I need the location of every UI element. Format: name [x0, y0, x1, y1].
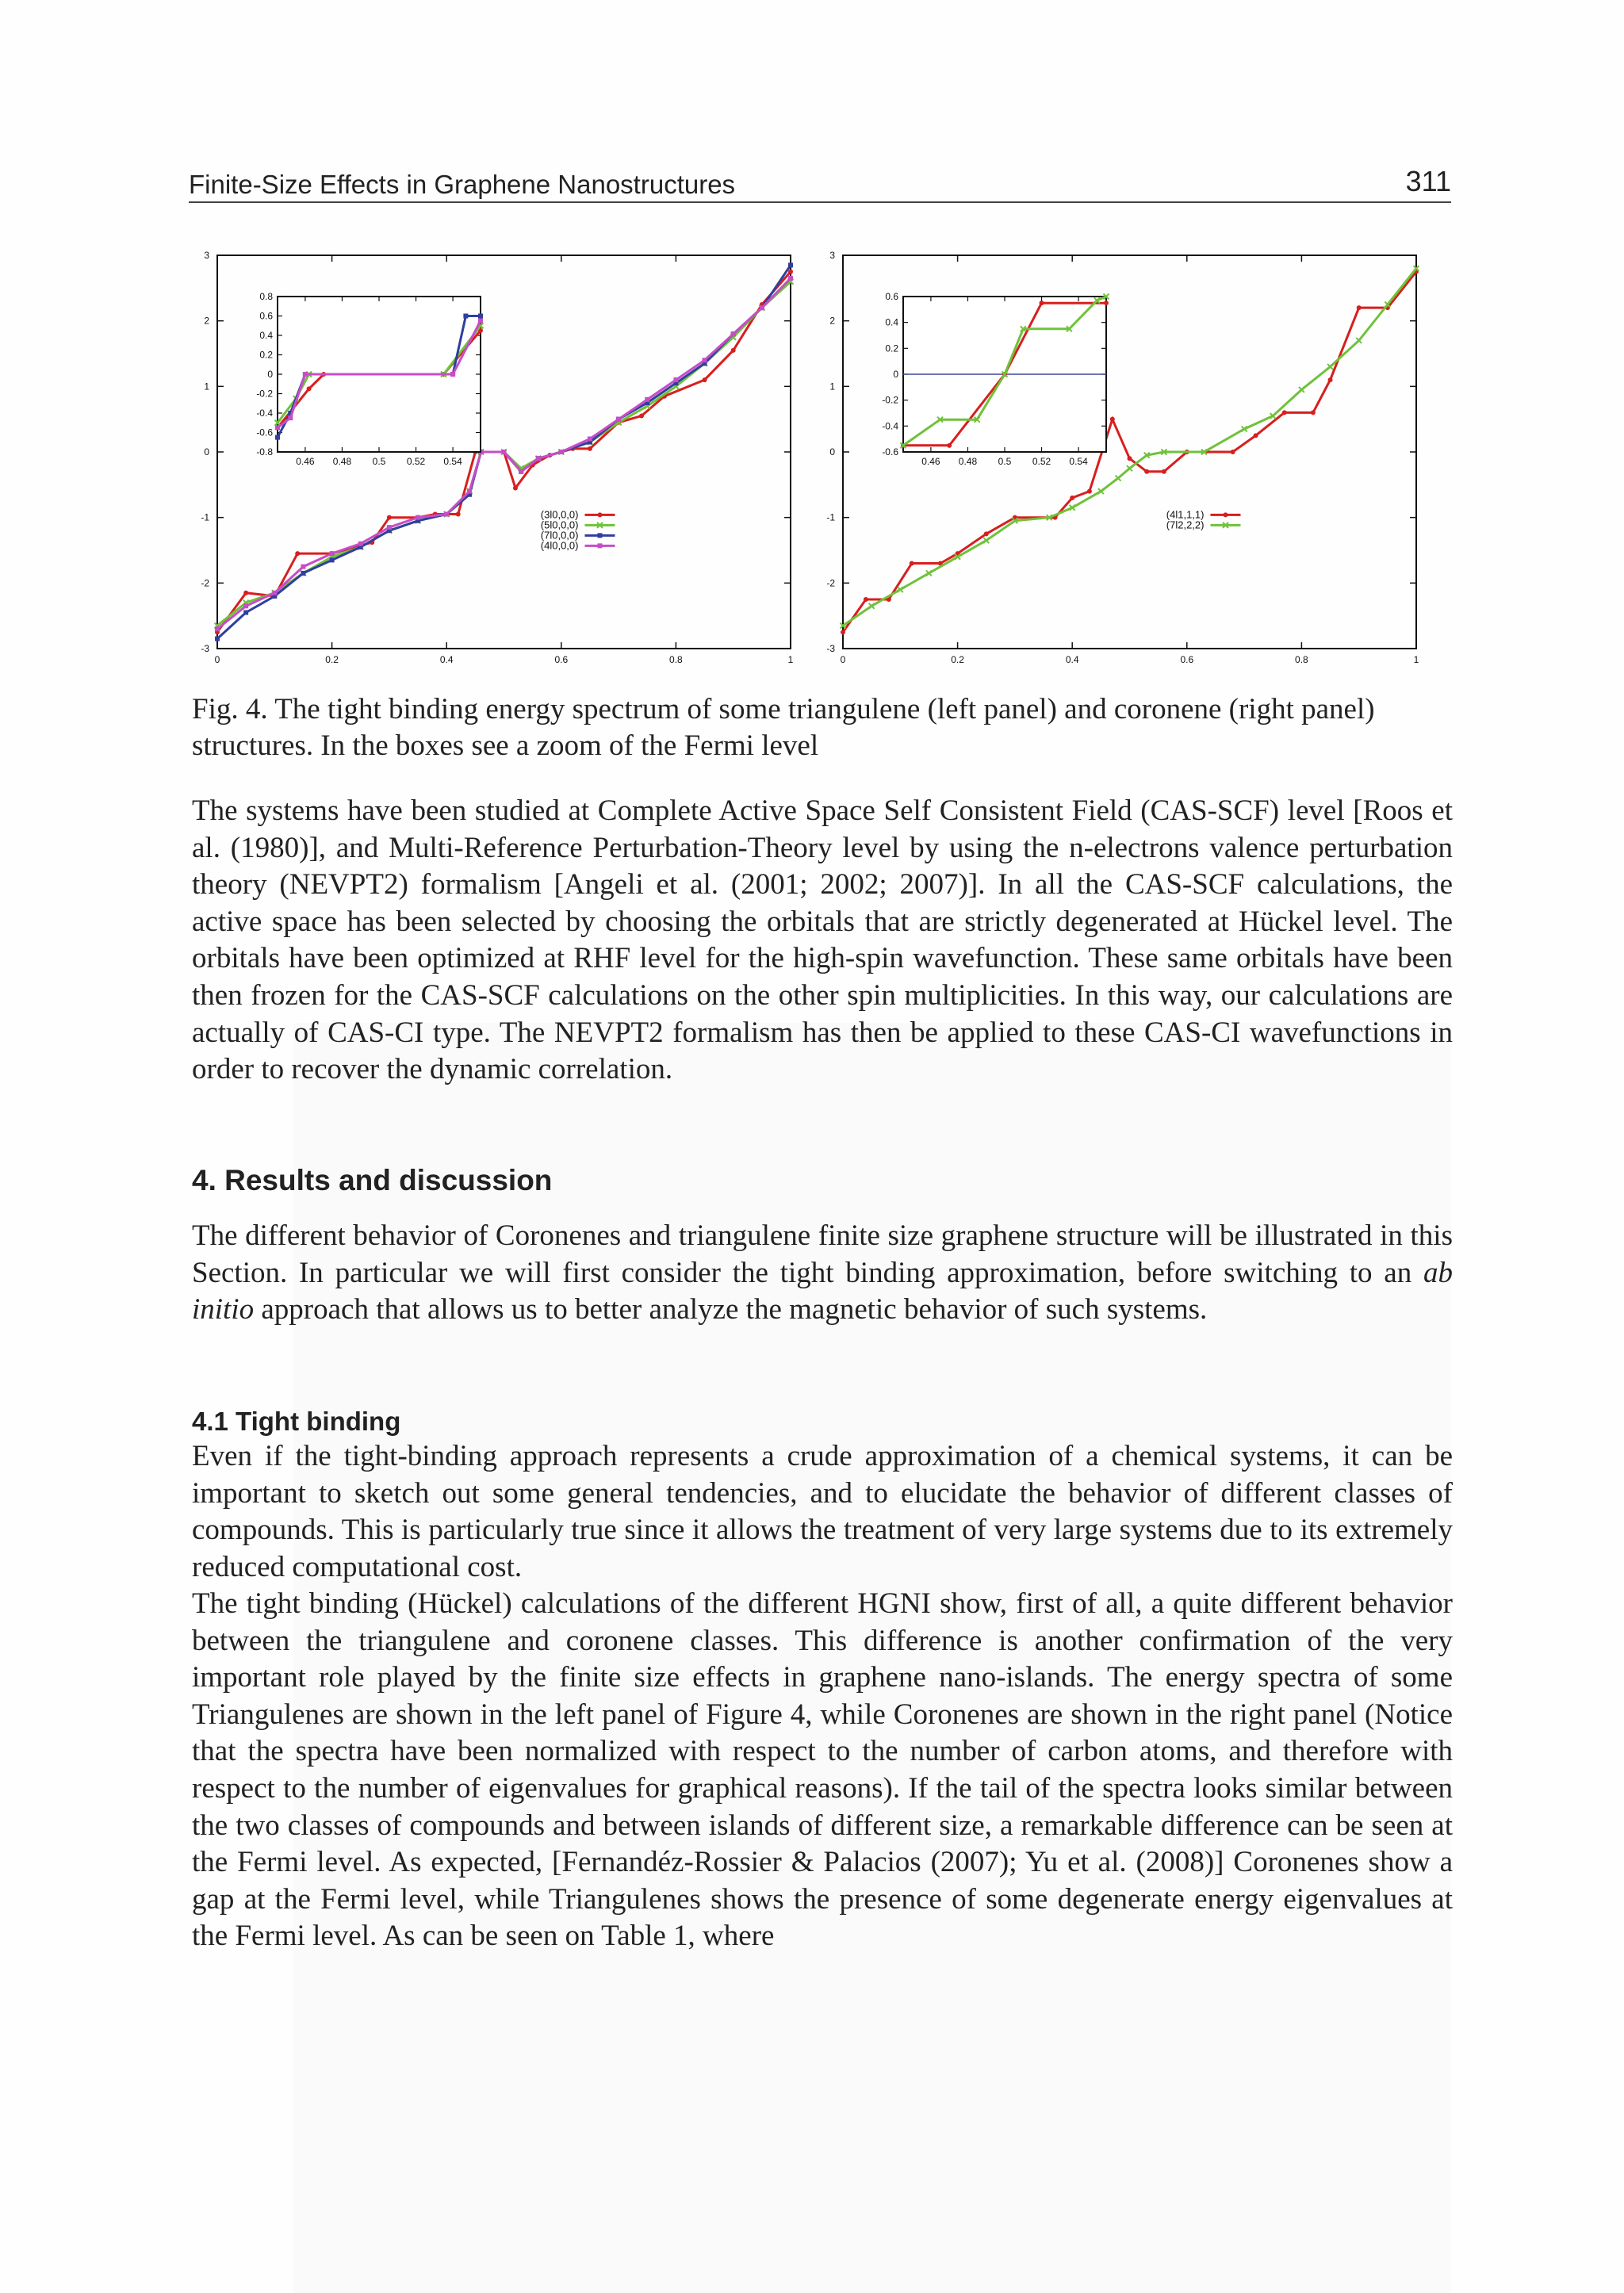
left-data-point [645, 397, 649, 402]
left-x-tick-label: 0.6 [554, 654, 569, 665]
left-x-tick-label: 1 [787, 654, 794, 665]
left-inset-x-tick-label: 0.52 [406, 456, 426, 467]
chart-left-svg [187, 243, 806, 671]
left-inset-data-point [478, 319, 483, 323]
right-data-point [1110, 417, 1115, 422]
right-x-tick-label: 1 [1413, 654, 1419, 665]
right-inset-y-tick-label: -0.4 [882, 420, 898, 432]
chart-coronene-spectrum [813, 243, 1431, 671]
right-inset-y-tick-label: 0.6 [885, 291, 898, 302]
right-inset-data-point [1104, 301, 1109, 305]
left-y-tick-label: -1 [201, 511, 209, 523]
right-x-tick-label: 0.6 [1180, 654, 1194, 665]
right-data-point [1356, 338, 1362, 343]
right-legend-label: (4l1,1,1) [1166, 508, 1205, 521]
left-y-tick-label: -3 [201, 643, 209, 654]
left-data-point [295, 551, 300, 556]
left-data-point [673, 377, 678, 382]
left-data-point [301, 571, 305, 576]
left-data-point [731, 331, 736, 336]
right-x-tick-label: 0.4 [1065, 654, 1079, 665]
left-inset-data-point [463, 314, 468, 319]
right-data-point [864, 597, 868, 602]
left-data-point [215, 637, 220, 641]
right-inset-data-point [947, 443, 952, 448]
left-legend-label: (7l0,0,0) [540, 529, 579, 542]
right-data-point [1311, 410, 1316, 415]
left-data-point [387, 515, 392, 520]
left-y-tick-label: 3 [204, 250, 209, 261]
left-x-tick-label: 0.8 [669, 654, 683, 665]
left-inset [256, 291, 483, 467]
left-inset-y-tick-label: -0.2 [256, 388, 273, 400]
right-y-tick-label: -3 [826, 643, 835, 654]
left-inset-y-tick-label: 0.2 [259, 349, 273, 361]
right-data-point [1299, 387, 1304, 392]
left-data-point [788, 270, 793, 274]
right-legend-marker [1223, 512, 1228, 517]
left-data-point [788, 262, 793, 267]
chart-triangulene-spectrum [187, 243, 806, 671]
left-data-point [513, 485, 518, 490]
left-inset-y-tick-label: -0.6 [256, 427, 273, 438]
right-data-point [910, 561, 914, 566]
left-data-point [760, 305, 764, 310]
paragraph-tight-binding-2: The tight binding (Hückel) calculations of the different HGNI show, first of all, a quite different behavior between the triangulene and coronene classes. This difference is another confirmation of the very important role played by the finite size effects in graphene nano-islands. The energy spectra of some Triangulenes are shown in the left panel of Figure 4, while Coronenes are shown in the right panel (Notice that the spectra have been normalized with respect to the number of carbon atoms, and therefore with respect to the number of eigenvalues for graphical reasons). If the tail of the spectra looks similar between the two classes of compounds and between islands of different size, a remarkable difference can be seen at the Fermi level. As expected, [Fernandéz-Rossier & Palacios (2007); Yu et al. (2008)] Coronenes show a gap at the Fermi level, while Triangulenes shows the presence of some degenerate energy eigenvalues at the Fermi level. As can be seen on Table 1, where [192, 1587, 1453, 1953]
left-legend-marker [597, 543, 602, 548]
left-data-point [788, 276, 793, 281]
right-inset-y-tick-label: -0.6 [882, 446, 898, 457]
left-inset-data-point [307, 386, 312, 391]
left-data-point [243, 603, 248, 608]
right-data-point [1162, 469, 1166, 474]
right-legend-label: (7l2,2,2) [1166, 519, 1205, 531]
left-data-point [301, 565, 305, 569]
left-data-point [330, 551, 335, 556]
right-data-point [1328, 377, 1333, 382]
left-data-point [588, 446, 592, 451]
right-y-tick-label: -1 [826, 511, 835, 523]
right-data-point [841, 630, 845, 634]
left-data-point [588, 436, 592, 441]
left-data-point [616, 417, 621, 422]
right-data-point [1282, 410, 1287, 415]
right-y-tick-label: -2 [826, 577, 835, 589]
left-data-point [272, 591, 277, 595]
right-data-point [984, 531, 989, 536]
left-data-point [416, 515, 420, 520]
right-inset-data-point [1040, 301, 1044, 305]
section-heading: 4. Results and discussion [192, 1164, 553, 1196]
left-inset-y-tick-label: -0.4 [256, 408, 273, 419]
left-data-point [243, 591, 248, 595]
left-inset-x-tick-label: 0.48 [332, 456, 352, 467]
left-legend [541, 508, 615, 551]
left-data-point [215, 626, 220, 631]
right-inset-x-tick-label: 0.5 [998, 456, 1012, 467]
running-head [189, 165, 1451, 203]
left-data-point [519, 469, 523, 474]
left-inset-data-point [288, 415, 293, 420]
right-y-tick-label: 0 [829, 446, 835, 457]
right-inset-y-tick-label: 0 [893, 369, 898, 380]
left-inset-y-tick-label: 0.8 [259, 291, 273, 302]
left-x-tick-label: 0 [214, 654, 220, 665]
right-legend [1166, 508, 1241, 530]
paragraph-tight-binding-1: Even if the tight-binding approach represents a crude approximation of a chemical systems, it can be important to sketch out some general tendencies, and to elucidate the behavior of different classes of compounds. This is particularly true since it allows the treatment of very large systems due to its extremely reduced computational cost. [192, 1440, 1453, 1583]
left-data-point [703, 358, 707, 362]
paragraph-methods: The systems have been studied at Complete Active Space Self Consistent Field (CAS-SCF) level [Roos et al. (1980)], and Multi-Reference Perturbation-Theory level by using the n-electrons valence perturbation theory (NEVPT2) formalism [Angeli et al. (2001; 2002; 2007)]. In all the CAS-SCF calculations, the active space has been selected by choosing the orbitals that are strictly degenerated at Hückel level. The orbitals have been optimized at RHF level for the high-spin wavefunction. These same orbitals have been then frozen for the CAS-SCF calculations on the other spin multiplicities. In this way, our calculations are actually of CAS-CI type. The NEVPT2 formalism has then be applied to these CAS-CI wavefunctions in order to recover the dynamic correlation. [192, 794, 1453, 1086]
left-y-tick-label: 1 [204, 381, 209, 392]
left-data-point [502, 450, 507, 454]
right-data-point [1070, 496, 1074, 500]
figure-caption: Fig. 4. The tight binding energy spectrum of some triangulene (left panel) and coronene (right panel) structures. In the boxes see a zoom of the Fermi level [192, 693, 1375, 762]
page-number: 311 [1405, 165, 1451, 197]
paragraph-intro-italic: ab initio [192, 1256, 1453, 1326]
right-inset [882, 291, 1109, 467]
right-inset-x-tick-label: 0.48 [958, 456, 978, 467]
left-inset-y-tick-label: -0.8 [256, 446, 273, 457]
left-inset-data-point [275, 425, 280, 430]
right-data-point [1144, 469, 1149, 474]
left-inset-data-point [450, 372, 455, 377]
running-head-title: Finite-Size Effects in Graphene Nanostructures [189, 170, 736, 199]
right-inset-x-tick-label: 0.46 [921, 456, 940, 467]
left-data-point [559, 450, 564, 454]
left-inset-data-point [478, 314, 483, 319]
left-data-point [703, 377, 707, 382]
left-data-point [467, 489, 472, 494]
right-x-tick-label: 0.2 [951, 654, 964, 665]
right-inset-y-tick-label: 0.4 [885, 316, 898, 328]
left-y-tick-label: 0 [204, 446, 209, 457]
left-inset-data-point [275, 435, 280, 440]
left-data-point [536, 456, 541, 461]
right-data-point [1357, 305, 1362, 310]
left-inset-y-tick-label: 0.6 [259, 310, 273, 322]
right-data-point [1231, 450, 1235, 454]
subsection-heading: 4.1 Tight binding [192, 1407, 401, 1436]
left-inset-x-tick-label: 0.46 [296, 456, 315, 467]
right-x-tick-label: 0 [840, 654, 846, 665]
left-inset-x-tick-label: 0.5 [372, 456, 386, 467]
right-x-tick-label: 0.8 [1295, 654, 1308, 665]
right-inset-x-tick-label: 0.52 [1032, 456, 1051, 467]
left-legend-marker [597, 533, 602, 538]
left-data-point [639, 414, 644, 419]
left-inset-x-tick-label: 0.54 [443, 456, 462, 467]
chart-right-svg [813, 243, 1431, 671]
left-legend-label: (4l0,0,0) [540, 539, 579, 552]
right-data-point [1254, 433, 1258, 438]
left-data-point [358, 542, 363, 546]
left-legend-label: (5l0,0,0) [540, 519, 579, 531]
left-inset-y-tick-label: 0.4 [259, 330, 273, 341]
left-data-point [444, 512, 449, 517]
paragraph-intro-part2: approach that allows us to better analyze the magnetic behavior of such systems. [254, 1293, 1208, 1326]
left-x-tick-label: 0.4 [439, 654, 454, 665]
left-data-point [387, 525, 392, 530]
left-legend-label: (3l0,0,0) [540, 508, 579, 521]
left-data-point [456, 512, 461, 517]
right-data-point [1087, 489, 1092, 494]
left-y-tick-label: 2 [204, 315, 209, 327]
left-data-point [243, 611, 248, 615]
right-y-tick-label: 3 [829, 250, 835, 261]
left-x-tick-label: 0.2 [325, 654, 339, 665]
paragraph-intro [192, 1218, 1453, 1329]
left-inset-data-point [303, 372, 308, 377]
paragraph-intro-part1: The different behavior of Coronenes and triangulene finite size graphene structure will be illustrated in this Section. In particular we will first consider the tight binding approximation, before switching to an [192, 1219, 1453, 1289]
right-y-tick-label: 1 [829, 381, 835, 392]
left-y-tick-label: -2 [201, 577, 209, 589]
left-data-point [330, 557, 335, 562]
right-inset-y-tick-label: 0.2 [885, 343, 898, 354]
left-data-point [731, 348, 736, 353]
right-inset-y-tick-label: -0.2 [882, 394, 898, 406]
left-inset-y-tick-label: 0 [267, 369, 273, 380]
left-legend-marker [597, 512, 602, 517]
right-data-point [1128, 456, 1132, 461]
right-y-tick-label: 2 [829, 315, 835, 327]
right-inset-x-tick-label: 0.54 [1069, 456, 1088, 467]
